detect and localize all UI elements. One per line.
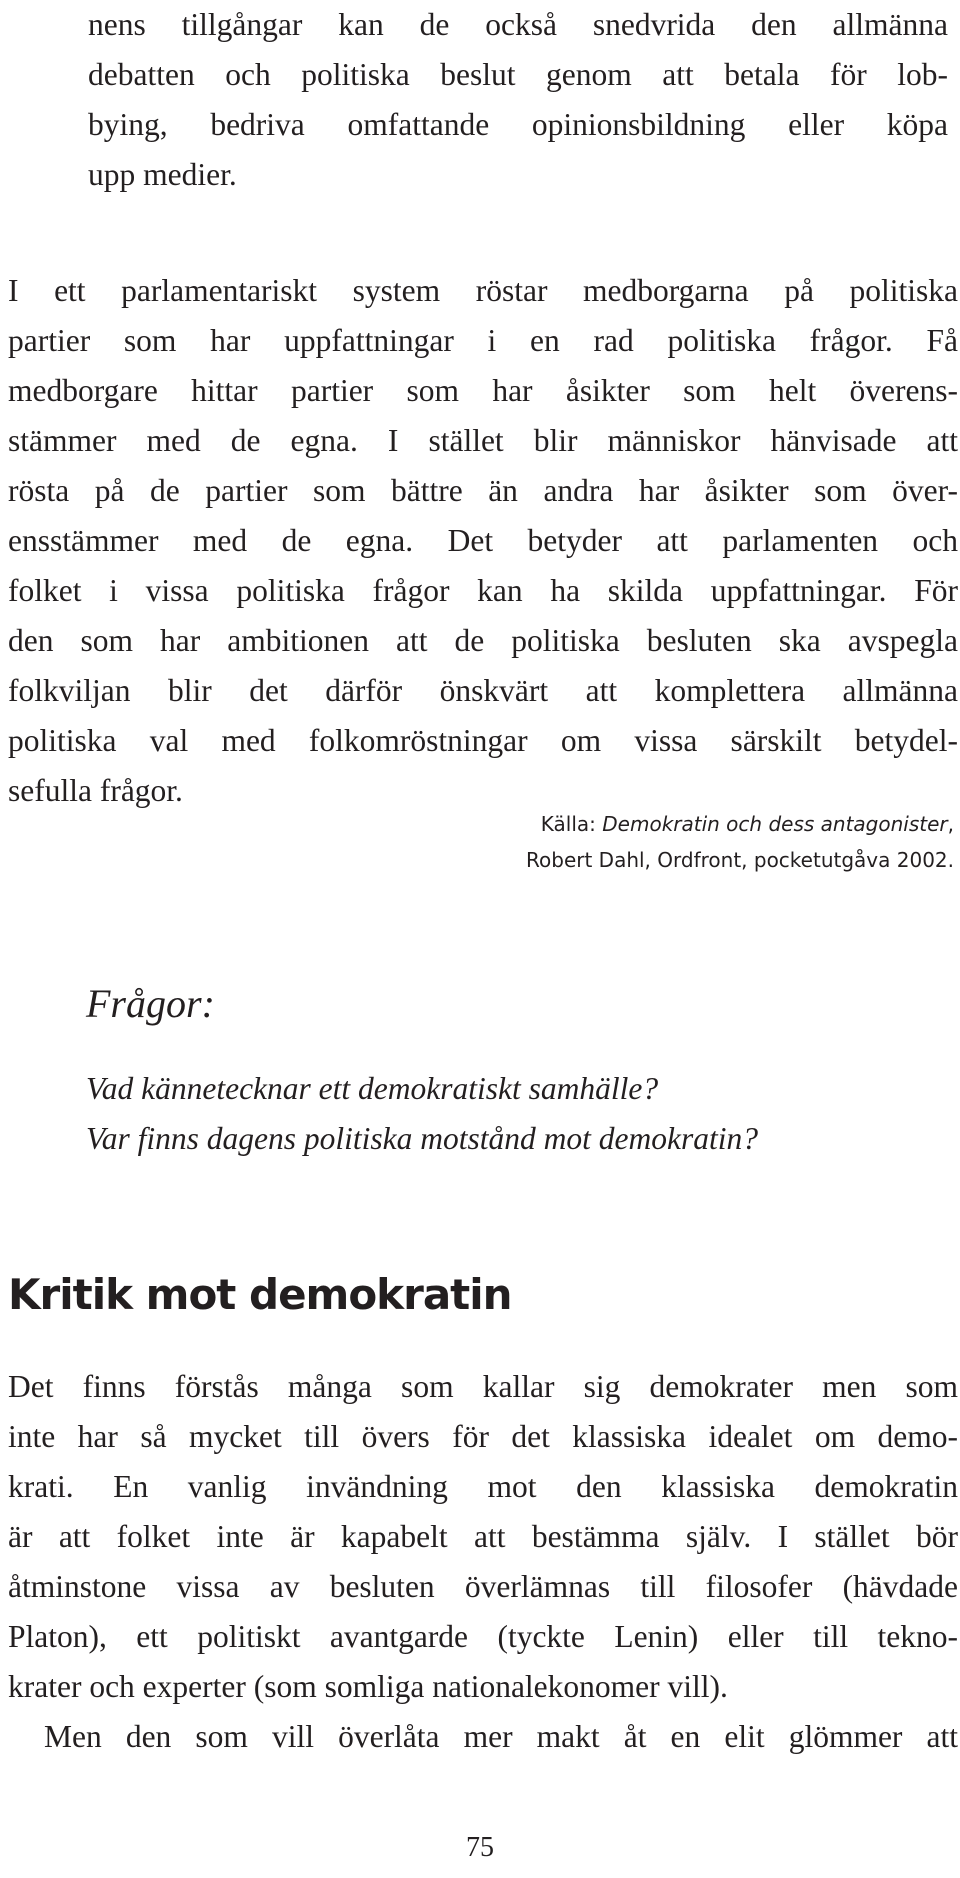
page-number: 75: [466, 1832, 494, 1863]
source-label: Källa:: [540, 812, 603, 836]
text-line: Det finns förstås många som kallar sig demokrater men som: [8, 1369, 958, 1404]
section-paragraph: [8, 1362, 958, 1762]
text-line: Platon), ett politiskt avantgarde (tyckte Lenin) eller till tekno-: [8, 1619, 958, 1654]
text-line: den som har ambitionen att de politiska besluten ska avspegla: [8, 623, 958, 658]
text-line: Men den som vill överlåta mer makt åt en elit glömmer att: [44, 1719, 958, 1754]
text-line: åtminstone vissa av besluten överlämnas till filosofer (hävdade: [8, 1569, 958, 1604]
text-line: ensstämmer med de egna. Det betyder att parlamenten och: [8, 523, 958, 558]
source-details: Robert Dahl, Ordfront, pocketutgåva 2002.: [526, 848, 954, 872]
text-line: bying, bedriva omfattande opinionsbildning eller köpa: [88, 107, 948, 142]
text-line: debatten och politiska beslut genom att betala för lob-: [88, 57, 948, 92]
continued-paragraph: [88, 0, 948, 200]
text-line: stämmer med de egna. I stället blir människor hänvisade att: [8, 423, 958, 458]
main-paragraph: [8, 266, 958, 816]
question-item: Var finns dagens politiska motstånd mot demokratin?: [86, 1121, 758, 1156]
text-line: inte har så mycket till övers för det klassiska idealet om demo-: [8, 1419, 958, 1454]
questions-heading: Frågor:: [86, 981, 215, 1026]
text-line: medborgare hittar partier som har åsikter som helt överens-: [8, 373, 958, 408]
text-line: partier som har uppfattningar i en rad politiska frågor. Få: [8, 323, 958, 358]
text-line: folket i vissa politiska frågor kan ha skilda uppfattningar. För: [8, 573, 958, 608]
source-title-suffix: ,: [947, 812, 954, 836]
source-citation: [541, 806, 954, 842]
source-title: Demokratin och dess antagonister: [602, 812, 948, 836]
text-line: är att folket inte är kapabelt att bestämma själv. I stället bör: [8, 1519, 958, 1554]
text-line: sefulla frågor.: [8, 773, 183, 808]
section-heading: Kritik mot demokratin: [8, 1270, 512, 1319]
text-line: I ett parlamentariskt system röstar medborgarna på politiska: [8, 273, 958, 308]
text-line: rösta på de partier som bättre än andra har åsikter som över-: [8, 473, 958, 508]
text-line: nens tillgångar kan de också snedvrida den allmänna: [88, 7, 948, 42]
text-line: krater och experter (som somliga nationalekonomer vill).: [8, 1669, 728, 1704]
text-line: krati. En vanlig invändning mot den klassiska demokratin: [8, 1469, 958, 1504]
text-line: upp medier.: [88, 157, 237, 192]
text-line: folkviljan blir det därför önskvärt att komplettera allmänna: [8, 673, 958, 708]
question-item: Vad kännetecknar ett demokratiskt samhälle?: [86, 1071, 659, 1106]
text-line: politiska val med folkomröstningar om vissa särskilt betydel-: [8, 723, 958, 758]
